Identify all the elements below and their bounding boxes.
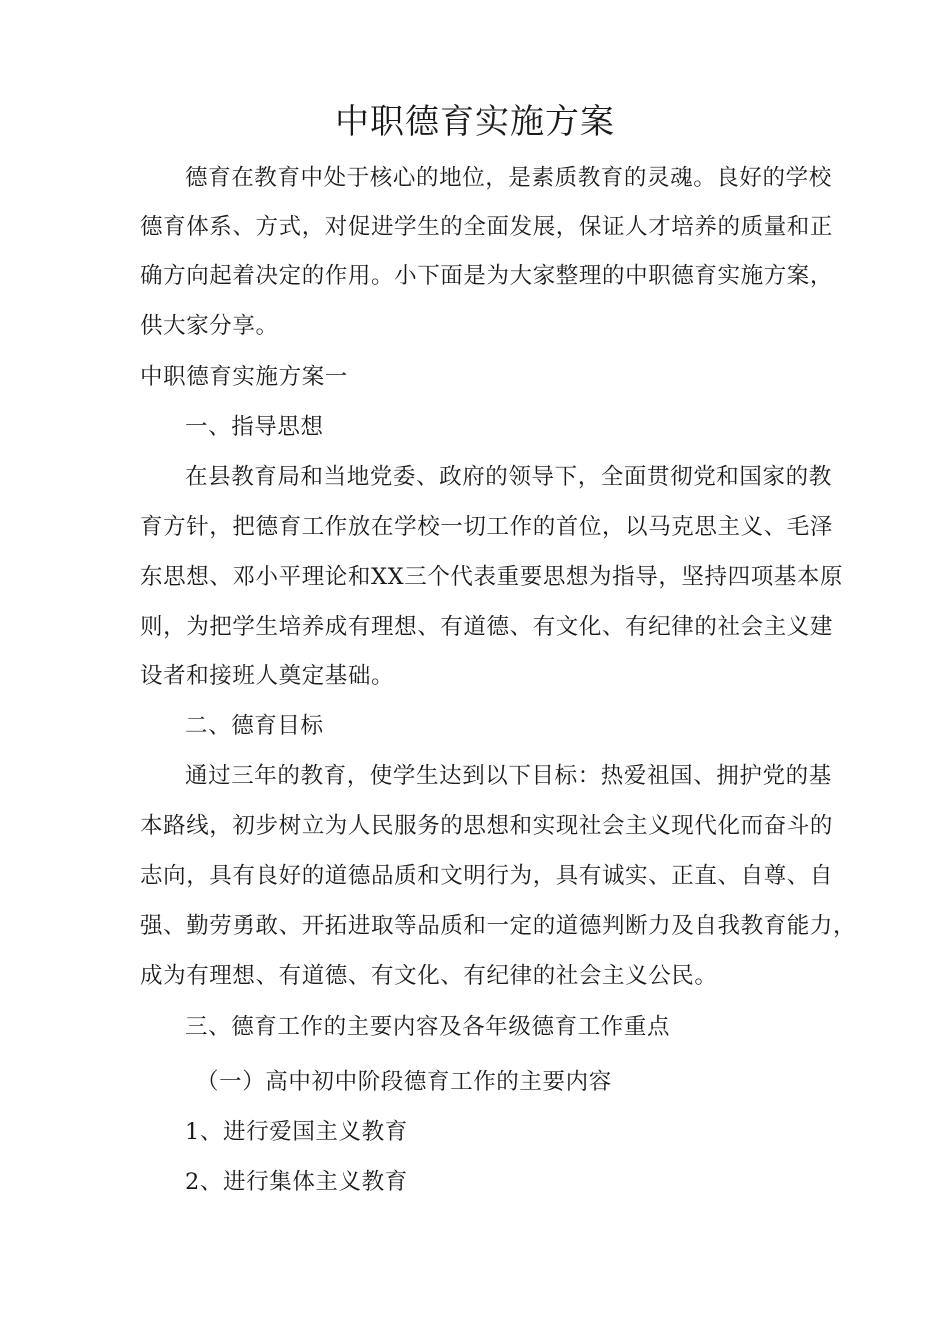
ideology-line-3: 东思想、邓小平理论和XX三个代表重要思想为指导，坚持四项基本原 <box>140 564 844 590</box>
list-item-patriotism: 1、进行爱国主义教育 <box>185 1119 408 1145</box>
goals-line-4: 强、勤劳勇敢、开拓进取等品质和一定的道德判断力及自我教育能力， <box>140 913 857 939</box>
list-item-collectivism: 2、进行集体主义教育 <box>185 1169 408 1195</box>
subheading-high-middle-school: （一）高中初中阶段德育工作的主要内容 <box>196 1069 612 1095</box>
heading-guiding-ideology: 一、指导思想 <box>185 414 324 440</box>
goals-line-2: 本路线，初步树立为人民服务的思想和实现社会主义现代化而奋斗的 <box>140 813 834 839</box>
section-heading-plan-one: 中职德育实施方案一 <box>140 364 348 390</box>
document-title: 中职德育实施方案 <box>335 102 615 142</box>
ideology-line-2: 育方针，把德育工作放在学校一切工作的首位，以马克思主义、毛泽 <box>140 514 834 540</box>
heading-main-content: 三、德育工作的主要内容及各年级德育工作重点 <box>185 1014 671 1040</box>
ideology-line-4: 则，为把学生培养成有理想、有道德、有文化、有纪律的社会主义建 <box>140 614 834 640</box>
ideology-line-5: 设者和接班人奠定基础。 <box>140 663 395 689</box>
intro-line-4: 供大家分享。 <box>140 313 279 339</box>
intro-line-1: 德育在教育中处于核心的地位，是素质教育的灵魂。良好的学校 <box>185 165 832 191</box>
intro-line-3: 确方向起着决定的作用。小下面是为大家整理的中职德育实施方案， <box>140 263 834 289</box>
goals-line-5: 成为有理想、有道德、有文化、有纪律的社会主义公民。 <box>140 963 718 989</box>
intro-line-2: 德育体系、方式，对促进学生的全面发展，保证人才培养的质量和正 <box>140 214 834 240</box>
heading-moral-goals: 二、德育目标 <box>185 713 324 739</box>
ideology-line-1: 在县教育局和当地党委、政府的领导下，全面贯彻党和国家的教 <box>185 464 832 490</box>
goals-line-3: 志向，具有良好的道德品质和文明行为，具有诚实、正直、自尊、自 <box>140 863 834 889</box>
goals-line-1: 通过三年的教育，使学生达到以下目标：热爱祖国、拥护党的基 <box>185 763 832 789</box>
